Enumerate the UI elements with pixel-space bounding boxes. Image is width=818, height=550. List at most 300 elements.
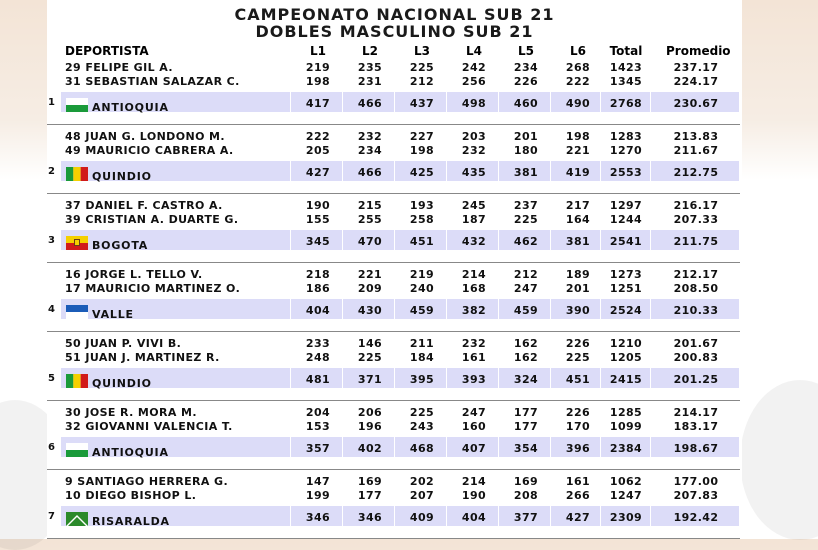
player-score-l5: 177 bbox=[513, 420, 539, 433]
player-score-l5: 208 bbox=[513, 489, 539, 502]
team-average: 198.67 bbox=[673, 442, 719, 455]
player-total: 1285 bbox=[609, 406, 643, 419]
player-score-l4: 232 bbox=[461, 144, 487, 157]
player-score-l6: 198 bbox=[565, 130, 591, 143]
column-divider bbox=[446, 92, 447, 112]
player-score-l4: 187 bbox=[461, 213, 487, 226]
player-score-l6: 217 bbox=[565, 199, 591, 212]
player-score-l3: 243 bbox=[409, 420, 435, 433]
team-name: VALLE bbox=[92, 308, 134, 321]
player-score-l3: 198 bbox=[409, 144, 435, 157]
team-average: 211.75 bbox=[673, 235, 719, 248]
player-score-l3: 225 bbox=[409, 61, 435, 74]
team-name: ANTIOQUIA bbox=[92, 101, 169, 114]
team-total-row bbox=[61, 368, 739, 388]
column-divider bbox=[394, 92, 395, 112]
team-score-l1: 404 bbox=[305, 304, 331, 317]
column-divider bbox=[600, 161, 601, 181]
column-divider bbox=[394, 368, 395, 388]
player-score-l6: 170 bbox=[565, 420, 591, 433]
column-divider bbox=[550, 161, 551, 181]
player-score-l4: 245 bbox=[461, 199, 487, 212]
team-score-l3: 468 bbox=[409, 442, 435, 455]
player-name: 48 JUAN G. LONDONO M. bbox=[65, 130, 225, 143]
player-score-l2: 235 bbox=[357, 61, 383, 74]
team-average: 212.75 bbox=[673, 166, 719, 179]
team-name: QUINDIO bbox=[92, 377, 152, 390]
column-divider bbox=[650, 230, 651, 250]
team-score-l3: 451 bbox=[409, 235, 435, 248]
team-total: 2309 bbox=[609, 511, 643, 524]
player-average: 212.17 bbox=[673, 268, 719, 281]
team-name: RISARALDA bbox=[92, 515, 170, 528]
player-score-l1: 186 bbox=[305, 282, 331, 295]
background-decoration bbox=[740, 380, 818, 540]
column-divider bbox=[650, 437, 651, 457]
team-score-l4: 404 bbox=[461, 511, 487, 524]
player-score-l1: 199 bbox=[305, 489, 331, 502]
block-separator bbox=[47, 193, 740, 194]
player-name: 37 DANIEL F. CASTRO A. bbox=[65, 199, 223, 212]
column-divider bbox=[600, 506, 601, 526]
team-rank: 3 bbox=[48, 235, 55, 246]
player-row bbox=[47, 420, 742, 434]
player-score-l1: 205 bbox=[305, 144, 331, 157]
team-score-l1: 345 bbox=[305, 235, 331, 248]
quindio-flag-icon bbox=[66, 373, 88, 387]
header-l4: L4 bbox=[466, 44, 482, 58]
player-name: 9 SANTIAGO HERRERA G. bbox=[65, 475, 229, 488]
column-divider bbox=[550, 506, 551, 526]
team-score-l4: 393 bbox=[461, 373, 487, 386]
player-score-l3: 240 bbox=[409, 282, 435, 295]
player-average: 200.83 bbox=[673, 351, 719, 364]
player-row bbox=[47, 130, 742, 144]
player-row bbox=[47, 61, 742, 75]
player-score-l3: 207 bbox=[409, 489, 435, 502]
table-header bbox=[47, 44, 742, 58]
column-divider bbox=[600, 299, 601, 319]
team-rank: 1 bbox=[48, 97, 55, 108]
team-score-l3: 409 bbox=[409, 511, 435, 524]
column-divider bbox=[342, 299, 343, 319]
player-score-l6: 161 bbox=[565, 475, 591, 488]
team-total: 2415 bbox=[609, 373, 643, 386]
player-score-l2: 231 bbox=[357, 75, 383, 88]
team-score-l3: 459 bbox=[409, 304, 435, 317]
team-average: 230.67 bbox=[673, 97, 719, 110]
player-score-l6: 164 bbox=[565, 213, 591, 226]
player-name: 39 CRISTIAN A. DUARTE G. bbox=[65, 213, 239, 226]
team-rank: 2 bbox=[48, 166, 55, 177]
team-score-l4: 407 bbox=[461, 442, 487, 455]
team-score-l2: 430 bbox=[357, 304, 383, 317]
team-total: 2384 bbox=[609, 442, 643, 455]
player-total: 1099 bbox=[609, 420, 643, 433]
player-score-l3: 211 bbox=[409, 337, 435, 350]
team-score-l5: 354 bbox=[513, 442, 539, 455]
column-divider bbox=[446, 506, 447, 526]
column-divider bbox=[550, 92, 551, 112]
player-score-l4: 160 bbox=[461, 420, 487, 433]
player-row bbox=[47, 144, 742, 158]
column-divider bbox=[498, 161, 499, 181]
valle-flag-icon bbox=[66, 304, 88, 318]
player-score-l4: 203 bbox=[461, 130, 487, 143]
bogota-flag-icon bbox=[66, 235, 88, 249]
player-row bbox=[47, 75, 742, 89]
header-average: Promedio bbox=[666, 44, 731, 58]
player-score-l6: 221 bbox=[565, 144, 591, 157]
player-score-l1: 248 bbox=[305, 351, 331, 364]
column-divider bbox=[600, 230, 601, 250]
player-score-l2: 221 bbox=[357, 268, 383, 281]
column-divider bbox=[394, 161, 395, 181]
column-divider bbox=[600, 437, 601, 457]
player-total: 1270 bbox=[609, 144, 643, 157]
player-row bbox=[47, 475, 742, 489]
player-total: 1062 bbox=[609, 475, 643, 488]
player-score-l5: 180 bbox=[513, 144, 539, 157]
player-total: 1251 bbox=[609, 282, 643, 295]
team-score-l2: 371 bbox=[357, 373, 383, 386]
player-score-l2: 169 bbox=[357, 475, 383, 488]
player-score-l3: 258 bbox=[409, 213, 435, 226]
column-divider bbox=[650, 368, 651, 388]
column-divider bbox=[290, 161, 291, 181]
player-score-l5: 162 bbox=[513, 337, 539, 350]
player-score-l4: 161 bbox=[461, 351, 487, 364]
team-score-l1: 346 bbox=[305, 511, 331, 524]
block-separator bbox=[47, 400, 740, 401]
team-rank: 6 bbox=[48, 442, 55, 453]
column-divider bbox=[290, 230, 291, 250]
player-row bbox=[47, 337, 742, 351]
player-total: 1283 bbox=[609, 130, 643, 143]
player-score-l6: 266 bbox=[565, 489, 591, 502]
player-score-l5: 237 bbox=[513, 199, 539, 212]
team-score-l5: 462 bbox=[513, 235, 539, 248]
player-row bbox=[47, 199, 742, 213]
player-score-l5: 212 bbox=[513, 268, 539, 281]
player-row bbox=[47, 406, 742, 420]
player-score-l3: 212 bbox=[409, 75, 435, 88]
player-score-l1: 155 bbox=[305, 213, 331, 226]
team-score-l6: 390 bbox=[565, 304, 591, 317]
column-divider bbox=[342, 506, 343, 526]
player-score-l4: 232 bbox=[461, 337, 487, 350]
column-divider bbox=[498, 92, 499, 112]
player-score-l1: 204 bbox=[305, 406, 331, 419]
column-divider bbox=[394, 299, 395, 319]
player-score-l6: 201 bbox=[565, 282, 591, 295]
player-score-l6: 225 bbox=[565, 351, 591, 364]
column-divider bbox=[342, 230, 343, 250]
team-score-l3: 425 bbox=[409, 166, 435, 179]
column-divider bbox=[498, 368, 499, 388]
quindio-flag-icon bbox=[66, 166, 88, 180]
header-l3: L3 bbox=[414, 44, 430, 58]
column-divider bbox=[650, 299, 651, 319]
team-score-l6: 490 bbox=[565, 97, 591, 110]
column-divider bbox=[600, 92, 601, 112]
player-average: 208.50 bbox=[673, 282, 719, 295]
team-score-l1: 357 bbox=[305, 442, 331, 455]
team-rank: 7 bbox=[48, 511, 55, 522]
column-divider bbox=[446, 230, 447, 250]
player-score-l2: 206 bbox=[357, 406, 383, 419]
team-score-l6: 396 bbox=[565, 442, 591, 455]
player-score-l1: 222 bbox=[305, 130, 331, 143]
header-l2: L2 bbox=[362, 44, 378, 58]
player-name: 17 MAURICIO MARTINEZ O. bbox=[65, 282, 241, 295]
player-average: 224.17 bbox=[673, 75, 719, 88]
player-average: 177.00 bbox=[673, 475, 719, 488]
page-title: CAMPEONATO NACIONAL SUB 21 bbox=[234, 5, 555, 24]
team-score-l4: 498 bbox=[461, 97, 487, 110]
team-score-l2: 346 bbox=[357, 511, 383, 524]
player-average: 211.67 bbox=[673, 144, 719, 157]
player-score-l4: 214 bbox=[461, 475, 487, 488]
player-score-l6: 189 bbox=[565, 268, 591, 281]
team-block bbox=[47, 475, 742, 543]
team-block bbox=[47, 406, 742, 474]
player-score-l6: 226 bbox=[565, 337, 591, 350]
player-score-l1: 153 bbox=[305, 420, 331, 433]
team-score-l3: 437 bbox=[409, 97, 435, 110]
player-score-l4: 247 bbox=[461, 406, 487, 419]
player-total: 1345 bbox=[609, 75, 643, 88]
player-row bbox=[47, 213, 742, 227]
antioquia-flag-icon bbox=[66, 442, 88, 456]
player-average: 207.33 bbox=[673, 213, 719, 226]
player-score-l2: 146 bbox=[357, 337, 383, 350]
player-row bbox=[47, 351, 742, 365]
player-score-l3: 219 bbox=[409, 268, 435, 281]
column-divider bbox=[650, 161, 651, 181]
player-score-l5: 225 bbox=[513, 213, 539, 226]
player-name: 31 SEBASTIAN SALAZAR C. bbox=[65, 75, 240, 88]
team-score-l5: 459 bbox=[513, 304, 539, 317]
team-score-l4: 382 bbox=[461, 304, 487, 317]
player-score-l1: 147 bbox=[305, 475, 331, 488]
team-score-l4: 435 bbox=[461, 166, 487, 179]
column-divider bbox=[342, 437, 343, 457]
column-divider bbox=[550, 368, 551, 388]
player-name: 49 MAURICIO CABRERA A. bbox=[65, 144, 234, 157]
team-score-l5: 460 bbox=[513, 97, 539, 110]
player-total: 1423 bbox=[609, 61, 643, 74]
team-score-l1: 481 bbox=[305, 373, 331, 386]
team-score-l1: 417 bbox=[305, 97, 331, 110]
team-total-row bbox=[61, 299, 739, 319]
team-score-l4: 432 bbox=[461, 235, 487, 248]
team-average: 201.25 bbox=[673, 373, 719, 386]
player-score-l4: 242 bbox=[461, 61, 487, 74]
player-score-l5: 234 bbox=[513, 61, 539, 74]
player-score-l5: 247 bbox=[513, 282, 539, 295]
column-divider bbox=[650, 92, 651, 112]
player-score-l3: 202 bbox=[409, 475, 435, 488]
team-rank: 4 bbox=[48, 304, 55, 315]
header-l5: L5 bbox=[518, 44, 534, 58]
block-separator bbox=[47, 124, 740, 125]
header-l1: L1 bbox=[310, 44, 326, 58]
team-total: 2553 bbox=[609, 166, 643, 179]
player-total: 1244 bbox=[609, 213, 643, 226]
player-score-l4: 214 bbox=[461, 268, 487, 281]
column-divider bbox=[342, 161, 343, 181]
team-score-l1: 427 bbox=[305, 166, 331, 179]
player-score-l6: 222 bbox=[565, 75, 591, 88]
player-score-l2: 225 bbox=[357, 351, 383, 364]
team-average: 210.33 bbox=[673, 304, 719, 317]
player-name: 29 FELIPE GIL A. bbox=[65, 61, 173, 74]
player-total: 1247 bbox=[609, 489, 643, 502]
player-average: 183.17 bbox=[673, 420, 719, 433]
player-score-l1: 190 bbox=[305, 199, 331, 212]
player-score-l5: 226 bbox=[513, 75, 539, 88]
team-rank: 5 bbox=[48, 373, 55, 384]
player-score-l2: 209 bbox=[357, 282, 383, 295]
column-divider bbox=[446, 368, 447, 388]
player-name: 50 JUAN P. VIVI B. bbox=[65, 337, 182, 350]
team-total: 2524 bbox=[609, 304, 643, 317]
player-row bbox=[47, 489, 742, 503]
team-total-row bbox=[61, 230, 739, 250]
player-score-l2: 215 bbox=[357, 199, 383, 212]
player-score-l3: 193 bbox=[409, 199, 435, 212]
player-row bbox=[47, 268, 742, 282]
column-divider bbox=[550, 230, 551, 250]
team-score-l2: 466 bbox=[357, 166, 383, 179]
block-separator bbox=[47, 331, 740, 332]
player-score-l2: 232 bbox=[357, 130, 383, 143]
team-score-l2: 470 bbox=[357, 235, 383, 248]
player-score-l2: 234 bbox=[357, 144, 383, 157]
team-block bbox=[47, 130, 742, 198]
player-average: 213.83 bbox=[673, 130, 719, 143]
column-divider bbox=[290, 437, 291, 457]
player-score-l1: 198 bbox=[305, 75, 331, 88]
player-score-l1: 218 bbox=[305, 268, 331, 281]
player-score-l6: 268 bbox=[565, 61, 591, 74]
column-divider bbox=[446, 299, 447, 319]
team-score-l5: 324 bbox=[513, 373, 539, 386]
team-name: QUINDIO bbox=[92, 170, 152, 183]
team-name: BOGOTA bbox=[92, 239, 149, 252]
player-score-l4: 190 bbox=[461, 489, 487, 502]
player-average: 207.83 bbox=[673, 489, 719, 502]
column-divider bbox=[394, 437, 395, 457]
column-divider bbox=[446, 161, 447, 181]
player-score-l6: 226 bbox=[565, 406, 591, 419]
player-score-l3: 184 bbox=[409, 351, 435, 364]
block-separator bbox=[47, 262, 740, 263]
team-score-l3: 395 bbox=[409, 373, 435, 386]
team-block bbox=[47, 268, 742, 336]
column-divider bbox=[446, 437, 447, 457]
player-total: 1273 bbox=[609, 268, 643, 281]
player-row bbox=[47, 282, 742, 296]
column-divider bbox=[498, 437, 499, 457]
column-divider bbox=[498, 230, 499, 250]
antioquia-flag-icon bbox=[66, 97, 88, 111]
block-separator bbox=[47, 469, 740, 470]
team-total: 2541 bbox=[609, 235, 643, 248]
player-average: 237.17 bbox=[673, 61, 719, 74]
player-name: 16 JORGE L. TELLO V. bbox=[65, 268, 203, 281]
team-score-l6: 419 bbox=[565, 166, 591, 179]
player-total: 1210 bbox=[609, 337, 643, 350]
column-divider bbox=[342, 368, 343, 388]
team-score-l5: 381 bbox=[513, 166, 539, 179]
team-total-row bbox=[61, 437, 739, 457]
player-score-l3: 225 bbox=[409, 406, 435, 419]
column-divider bbox=[290, 506, 291, 526]
column-divider bbox=[650, 506, 651, 526]
column-divider bbox=[550, 437, 551, 457]
player-score-l5: 169 bbox=[513, 475, 539, 488]
results-page bbox=[47, 0, 742, 539]
player-total: 1297 bbox=[609, 199, 643, 212]
team-total-row bbox=[61, 161, 739, 181]
player-score-l3: 227 bbox=[409, 130, 435, 143]
team-score-l6: 427 bbox=[565, 511, 591, 524]
column-divider bbox=[550, 299, 551, 319]
player-score-l5: 201 bbox=[513, 130, 539, 143]
player-score-l4: 168 bbox=[461, 282, 487, 295]
column-divider bbox=[498, 506, 499, 526]
team-block bbox=[47, 199, 742, 267]
team-score-l6: 451 bbox=[565, 373, 591, 386]
team-score-l2: 466 bbox=[357, 97, 383, 110]
column-divider bbox=[290, 92, 291, 112]
player-score-l2: 255 bbox=[357, 213, 383, 226]
player-name: 32 GIOVANNI VALENCIA T. bbox=[65, 420, 233, 433]
player-score-l4: 256 bbox=[461, 75, 487, 88]
player-average: 214.17 bbox=[673, 406, 719, 419]
team-total: 2768 bbox=[609, 97, 643, 110]
header-l6: L6 bbox=[570, 44, 586, 58]
player-average: 216.17 bbox=[673, 199, 719, 212]
player-score-l5: 162 bbox=[513, 351, 539, 364]
player-average: 201.67 bbox=[673, 337, 719, 350]
player-name: 30 JOSE R. MORA M. bbox=[65, 406, 197, 419]
risaralda-flag-icon bbox=[66, 511, 88, 525]
player-score-l5: 177 bbox=[513, 406, 539, 419]
team-score-l2: 402 bbox=[357, 442, 383, 455]
team-block bbox=[47, 61, 742, 129]
team-block bbox=[47, 337, 742, 405]
team-name: ANTIOQUIA bbox=[92, 446, 169, 459]
team-total-row bbox=[61, 92, 739, 112]
column-divider bbox=[498, 299, 499, 319]
column-divider bbox=[394, 506, 395, 526]
column-divider bbox=[394, 230, 395, 250]
player-score-l1: 219 bbox=[305, 61, 331, 74]
team-average: 192.42 bbox=[673, 511, 719, 524]
player-score-l2: 196 bbox=[357, 420, 383, 433]
player-name: 10 DIEGO BISHOP L. bbox=[65, 489, 197, 502]
team-score-l6: 381 bbox=[565, 235, 591, 248]
column-divider bbox=[600, 368, 601, 388]
header-player: DEPORTISTA bbox=[65, 44, 149, 58]
column-divider bbox=[290, 299, 291, 319]
player-name: 51 JUAN J. MARTINEZ R. bbox=[65, 351, 220, 364]
header-total: Total bbox=[609, 44, 643, 58]
player-score-l1: 233 bbox=[305, 337, 331, 350]
